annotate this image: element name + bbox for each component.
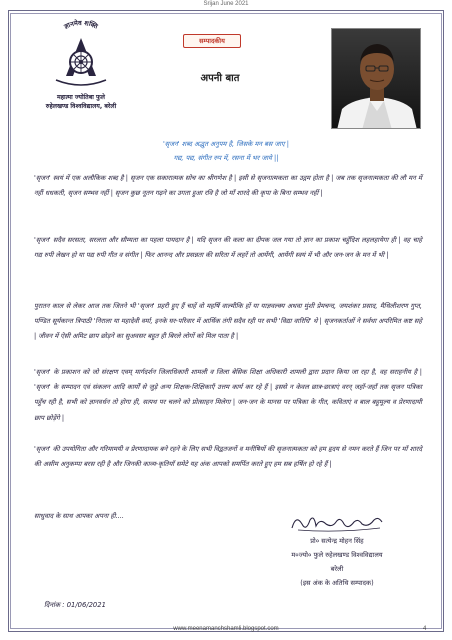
university-logo	[26, 18, 136, 110]
portrait-image	[332, 29, 421, 129]
editorial-paragraph-1: 'सृजन' स्वयं में एक अलौकिक शब्द है | सृजन एक सकारात्मक सोच का श्रीगणेश है | इसी से सृजनात्मकता का उद्गम होता है | जब तक सृजनात्मकता की लौ मन में नहीं धधकती, सृजन सम्भव नहीं | सृजन कुछ नूतन गढ़ने का उगता हुआ रवि है जो माँ शारदे की कृपा के बिना सम्भव नहीं |	[34, 174, 422, 198]
page-title: अपनी बात	[200, 73, 240, 84]
editorial-paragraph-3: पुरातन काल से लेकर आज तक जितने भी 'सृजन' प्रहरी हुए हैं चाहें वो महर्षि वाल्मीकि हों या याज्ञवल्क्य अथवा मुंशी प्रेमचन्द, जयशंकर प्रसाद, मैथिलीशरण गुप्त, पण्डित सूर्यकान्त त्रिपाठी 'निराला या महादेवी वर्मा, इनके घर-परिवार में आर्थिक तंगी सदैव रही पर सभी 'विद्या वारिधि' थे | सृजनकर्ताओं ने सर्वथा अपरिमित कष्ट सहे | जीवन में ऐसी अमिट छाप छोड़ने का सुअवसर बहुत ही बिरले लोगों को मिल पाता है |	[34, 302, 422, 341]
author-photo	[331, 28, 421, 129]
magazine-header: Srijan June 2021	[203, 1, 249, 7]
signatory-city: बरेली	[330, 565, 344, 573]
signatory-role: (इस अंक के अतिथि सम्पादक)	[300, 579, 374, 587]
intro-quote-line2: गद्य, पद्य, संगीत रुप में, रसना में भर जाये ||	[173, 154, 279, 162]
page-number: 4	[423, 626, 427, 632]
logo-arc-text: ज्ञानमेव शक्ति	[62, 18, 99, 31]
footer-blog-link[interactable]: www.meenamanchshamli.blogspot.com	[173, 626, 279, 632]
handwritten-signature-icon	[288, 512, 388, 534]
signatory-organization: म०ज्यो० फुले रुहेलखण्ड विश्वविद्यालय	[291, 551, 383, 559]
intro-quote-line1: 'सृजन' शब्द अद्भुत अनुपम है, जिसके मन बस जाए |	[162, 140, 290, 148]
editorial-paragraph-4: 'सृजन' के प्रकाशन को जो संरक्षण एवम् मार्गदर्शन जिलाधिकारी शामली व जिला बेसिक शिक्षा अधिकारी शामली द्वारा प्रदान किया जा रहा है, वह सराहनीय है | 'सृजन' के सम्पादन एवं संकलन आदि कार्यों से जुड़े अन्य शिक्षक-शिक्षिकाएँ उत्तम कार्य कर रहे हैं | इससे न केवल छात्र-छात्राएं वरन् जहाँ-जहाँ तक सृजन पत्रिका पहुँच रही है, सभी को ज्ञानवर्धन तो होगा ही, सत्पथ पर चलने को प्रोत्साहन मिलेगा | जन-जन के मानस पर पत्रिका के गीत, कविताएं व बाल बहुमूल्य व प्रेरणादायी छाप छोड़ेंगे |	[34, 368, 422, 422]
logo-university-name-line2: रुहेलखण्ड विश्वविद्यालय, बरेली	[45, 103, 117, 110]
university-emblem-icon	[40, 18, 122, 92]
closing-line: साधुवाद के साथ आपका अपना ही....	[34, 512, 125, 520]
date-label: दिनांक : 01/06/2021	[44, 601, 106, 609]
svg-text:ज्ञानमेव शक्ति	[62, 19, 99, 31]
editorial-paragraph-5: 'सृजन' की उपयोगिता और गरिमामयी व प्रेरणादायक बने रहने के लिए सभी विद्वतजनों व मनीषियों की सृजनात्मकता को हम हृदय से नमन करते हैं जिन पर माँ शारदे की असीम अनुकम्पा बरस रही है और जिनकी काव्य-कृतियाँ समेटे यह अंक आपको समर्पित करते हुए हम सब हर्षित हो रहे हैं |	[34, 445, 422, 469]
logo-university-name-line1: महात्मा ज्योतिबा फुले	[57, 94, 105, 101]
section-badge: सम्पादकीय	[183, 34, 241, 48]
signatory-name: प्रो० सत्येन्द्र मोहन सिंह	[310, 537, 364, 545]
editorial-paragraph-2: 'सृजन' सदैव सरसता, सरलता और सौम्यता का पहला पायदान है | यदि सृजन की कला का दीपक जल गया तो ज्ञान का प्रकाश चहुँदिश लहलहायेगा ही | वह चाहे गद्य रुपी लेखन हो या पद्य रुपी गीत व संगीत | फिर आनन्द और प्रसन्नता की सरिता में लहरें तो आयेंगी, आयेंगी स्वयं में भी और जन-जन के मन में भी |	[34, 236, 422, 260]
